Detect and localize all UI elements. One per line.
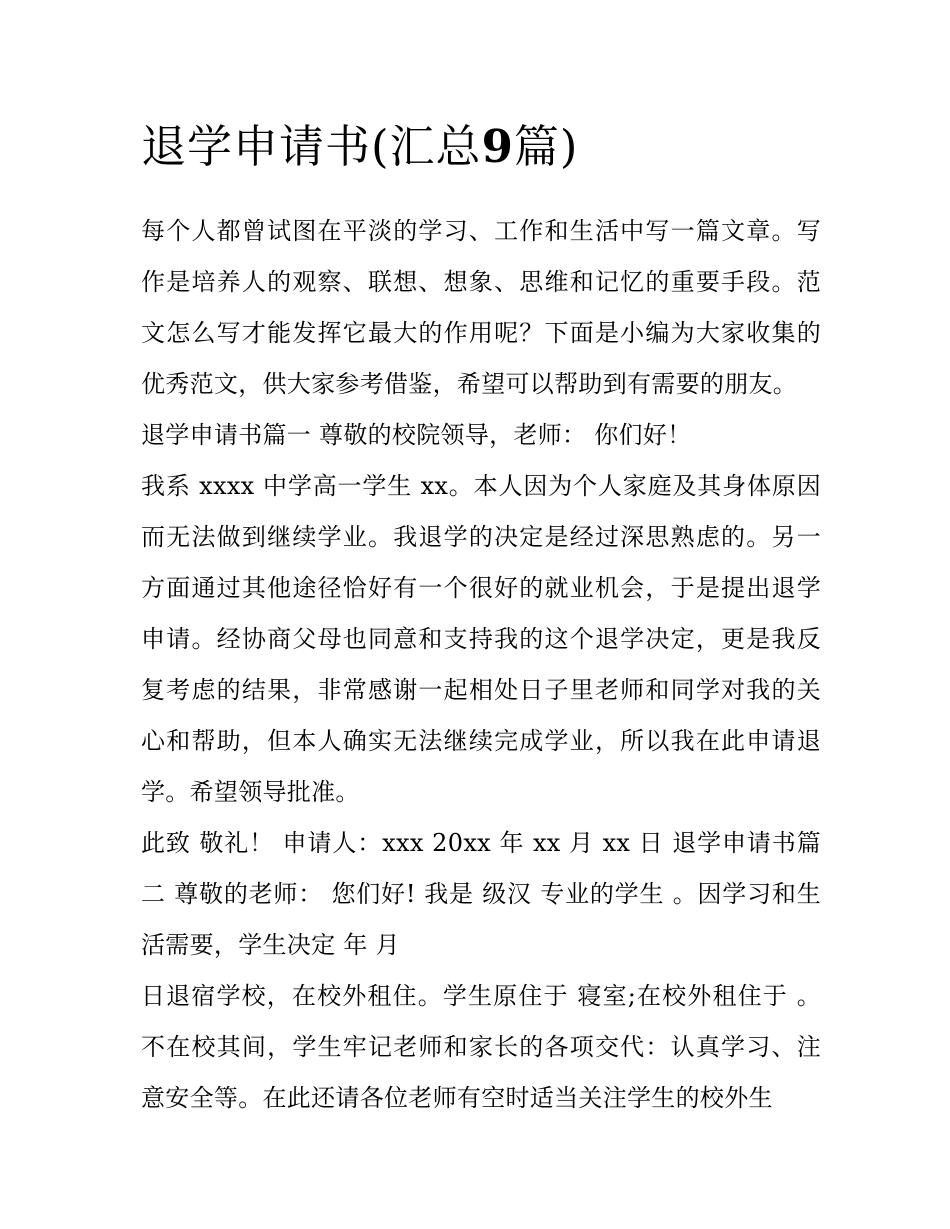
title-prefix: 退学申请书(汇总 <box>141 120 482 173</box>
letter-one-closing-and-letter-two-opening: 此致 敬礼！ 申请人：xxx 20xx 年 xx 月 xx 日 退学申请书篇二 尊敬的老师： 您们好! 我是 级汉 专业的学生 。因学习和生活需要，学生决定 年 月 <box>141 829 821 959</box>
title-number: 9 <box>481 120 514 173</box>
document-title <box>141 112 821 182</box>
intro-paragraph: 每个人都曾试图在平淡的学习、工作和生活中写一篇文章。写作是培养人的观察、联想、想象、思维和记忆的重要手段。范文怎么写才能发挥它最大的作用呢？下面是小编为大家收集的优秀范文，供大家参考借鉴，希望可以帮助到有需要的朋友。 <box>141 217 821 398</box>
title-suffix: 篇) <box>513 120 579 173</box>
letter-one-body: 我系 xxxx 中学高一学生 xx。本人因为个人家庭及其身体原因而无法做到继续学业。我退学的决定是经过深思熟虑的。另一方面通过其他途径恰好有一个很好的就业机会，于是提出退学申请。经协商父母也同意和支持我的这个退学决定，更是我反复考虑的结果，非常感谢一起相处日子里老师和同学对我的关心和帮助，但本人确实无法继续完成学业，所以我在此申请退学。希望领导批准。 <box>141 472 821 806</box>
letter-one-salutation: 退学申请书篇一 尊敬的校院领导，老师： 你们好！ <box>141 421 692 449</box>
letter-two-body: 日退宿学校，在校外租住。学生原住于 寝室;在校外租住于 。不在校其间，学生牢记老师和家长的各项交代：认真学习、注意安全等。在此还请各位老师有空时适当关注学生的校外生 <box>141 982 821 1112</box>
document-content <box>141 112 821 1124</box>
